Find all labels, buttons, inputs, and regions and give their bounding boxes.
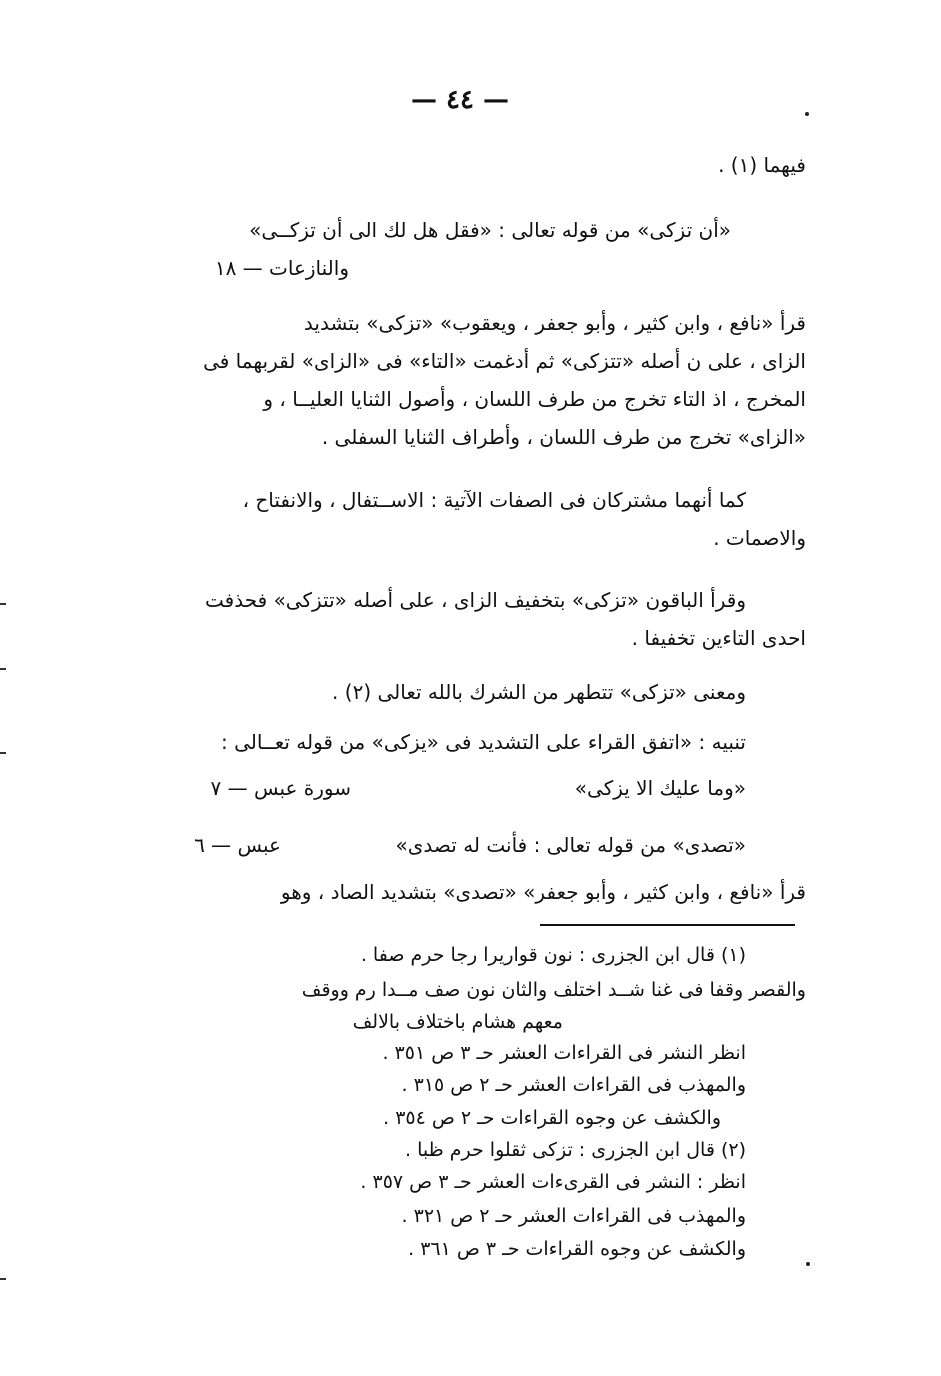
body-line: قرأ «نافع ، وابن كثير ، وأبو جعفر» «تصدى» بتشديد الصاد ، وهو — [280, 880, 806, 904]
body-line: عبس — ٦ — [194, 833, 281, 857]
body-line: ومعنى «تزكى» تتطهر من الشرك بالله تعالى (٢) . — [332, 680, 746, 704]
body-line: وقرأ الباقون «تزكى» بتخفيف الزاى ، على أصله «تتزكى» فحذفت — [205, 588, 746, 612]
body-line: احدى التاءين تخفيفا . — [631, 626, 806, 650]
scan-speck — [805, 112, 809, 116]
body-line: سورة عبس — ٧ — [210, 776, 351, 800]
margin-mark — [0, 1278, 6, 1280]
body-line: فيهما (١) . — [718, 153, 806, 177]
footnote-line: انظر النشر فى القراءات العشر حـ ٣ ص ٣٥١ . — [382, 1042, 746, 1064]
page-number: — ٤٤ — — [410, 85, 510, 115]
body-line: الزاى ، على ن أصله «تتزكى» ثم أدغمت «التاء» فى «الزاى» لقربهما فى — [203, 349, 806, 373]
footnote-line: والكشف عن وجوه القراءات حـ ٣ ص ٣٦١ . — [408, 1238, 746, 1260]
body-line: قرأ «نافع ، وابن كثير ، وأبو جعفر ، ويعقوب» «تزكى» بتشديد — [303, 311, 806, 335]
body-line: المخرج ، اذ التاء تخرج من طرف اللسان ، وأصول الثنايا العليــا ، و — [263, 387, 806, 411]
body-line: «وما عليك الا يزكى» — [574, 776, 746, 800]
footnote-line: والمهذب فى القراءات العشر حـ ٢ ص ٣٢١ . — [401, 1205, 746, 1227]
body-line: «الزاى» تخرج من طرف اللسان ، وأطراف الثنايا السفلى . — [321, 425, 806, 449]
footnote-line: (٢) قال ابن الجزرى : تزكى ثقلوا حرم ظبا . — [405, 1139, 746, 1161]
body-line: «تصدى» من قوله تعالى : فأنت له تصدى» — [395, 833, 746, 857]
footnote-line: والكشف عن وجوه القراءات حـ ٢ ص ٣٥٤ . — [383, 1107, 721, 1129]
footnote-separator — [540, 924, 795, 926]
body-line: والاصمات . — [713, 526, 806, 550]
body-line: «أن تزكى» من قوله تعالى : «فقل هل لك الى أن تزكــى» — [249, 218, 731, 242]
margin-mark — [0, 603, 6, 605]
margin-mark — [0, 752, 6, 754]
footnote-line: معهم هشام باختلاف بالالف — [352, 1011, 563, 1033]
footnote-line: انظر : النشر فى القرىءات العشر حـ ٣ ص ٣٥٧ . — [360, 1171, 746, 1193]
body-line: والنازعات — ١٨ — [214, 256, 349, 280]
footnote-line: (١) قال ابن الجزرى : نون قواريرا رجا حرم صفا . — [360, 944, 746, 966]
footnote-line: والقصر وقفا فى غنا شــد اختلف والثان نون صف مــدا رم ووقف — [301, 979, 806, 1001]
body-line: كما أنهما مشتركان فى الصفات الآتية : الاســتفال ، والانفتاح ، — [242, 488, 746, 512]
scan-speck — [806, 1262, 810, 1266]
margin-mark — [0, 668, 6, 670]
footnote-line: والمهذب فى القراءات العشر حـ ٢ ص ٣١٥ . — [401, 1074, 746, 1096]
body-line: تنبيه : «اتفق القراء على التشديد فى «يزكى» من قوله تعــالى : — [221, 730, 746, 754]
